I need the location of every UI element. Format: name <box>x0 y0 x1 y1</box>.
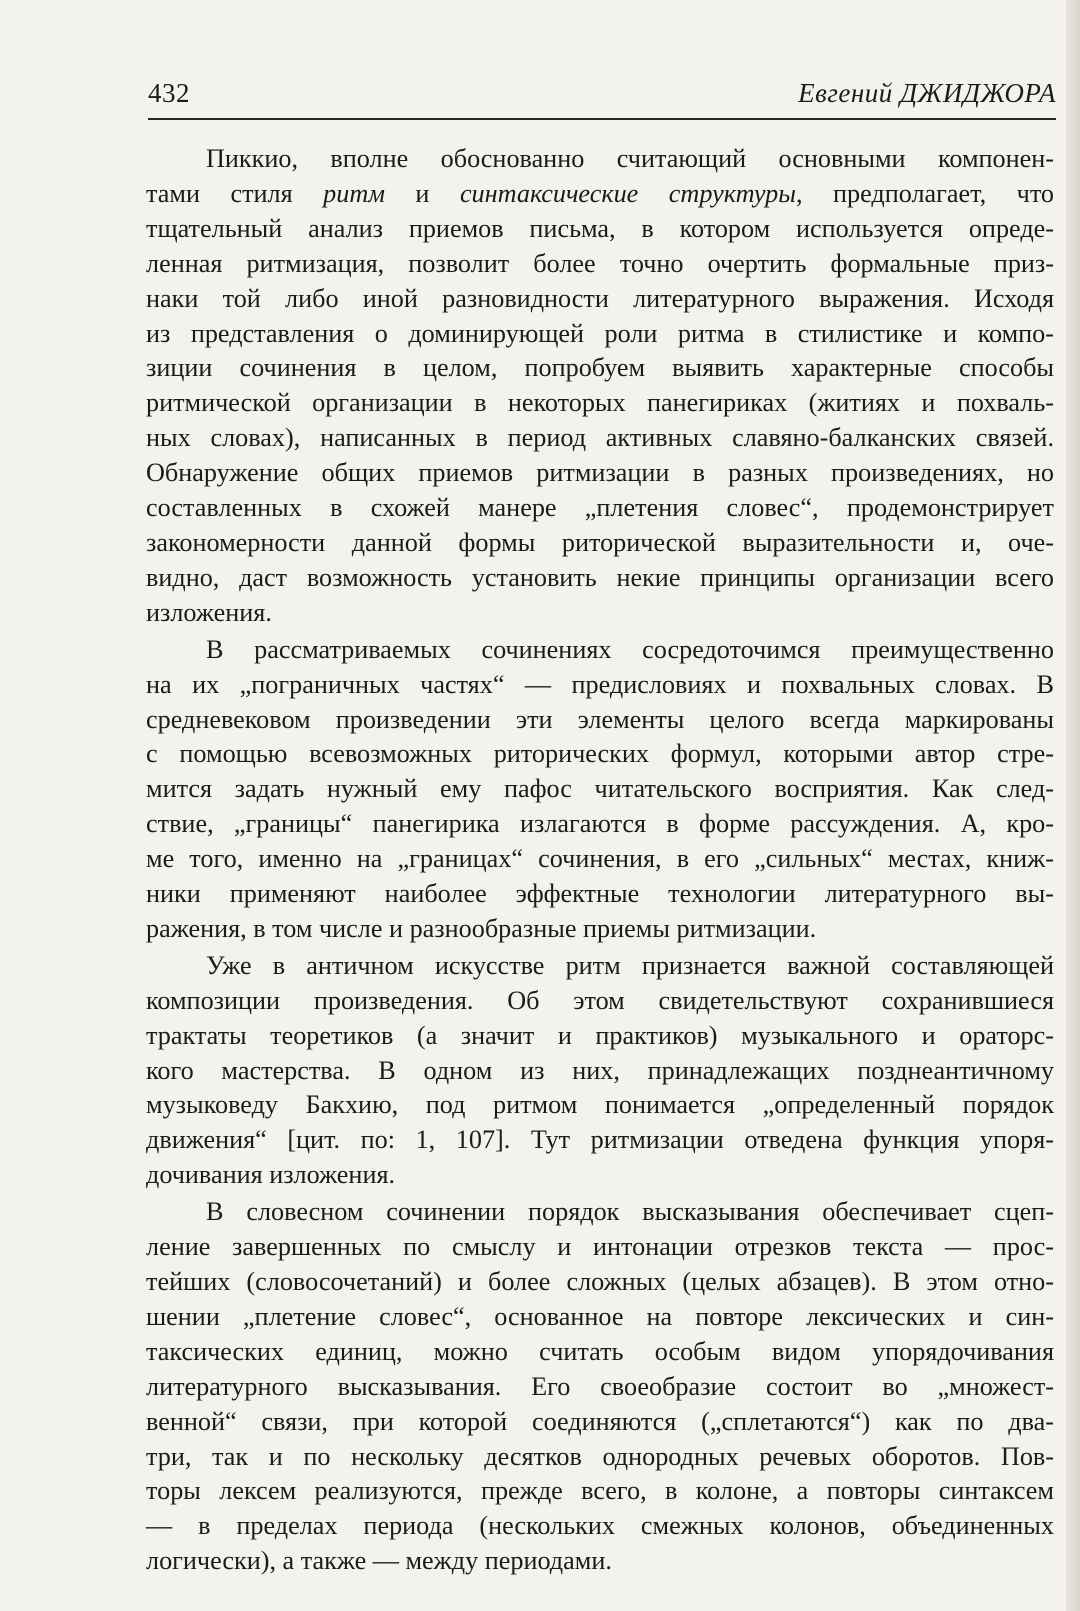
paragraph-4 <box>146 1195 1054 1579</box>
italic-term-syntactic-structures: синтаксические структуры <box>459 178 796 208</box>
text-line: на их „пограничных частях“ — предисловиях и похвальных словах. В <box>146 669 1054 699</box>
text-line: кого мастерства. В одном из них, принадлежащих позднеантичному <box>146 1055 1054 1085</box>
text-line: мится задать нужный ему пафос читательского восприятия. Как след- <box>146 774 1054 804</box>
text-line: тщательный анализ приемов письма, в котором используется опреде- <box>146 213 1054 243</box>
text-line: трактаты теоретиков (а значит и практиков) музыкального и ораторс- <box>146 1020 1054 1050</box>
page-header <box>148 74 1056 120</box>
page-edge <box>1066 0 1080 1611</box>
text-line: таксических единиц, можно считать особым видом упорядочивания <box>146 1336 1054 1366</box>
page-number: 432 <box>148 78 190 108</box>
text-line: Уже в античном искусстве ритм признается важной составляющей <box>206 950 1054 980</box>
text-line: — в пределах периода (нескольких смежных колонов, объединенных <box>146 1511 1054 1541</box>
text-line: составленных в схожей манере „плетения словес“, продемонстрирует <box>146 493 1054 523</box>
text-line: торы лексем реализуются, прежде всего, в колоне, а повторы синтаксем <box>146 1476 1054 1506</box>
text-line: из представления о доминирующей роли ритма в стилистике и компо- <box>146 318 1054 348</box>
text-line: В словесном сочинении порядок высказывания обеспечивает сцеп- <box>206 1197 1054 1227</box>
running-head: Евгений ДЖИДЖОРА <box>798 78 1056 108</box>
text-line: венной“ связи, при которой соединяются („сплетаются“) как по два- <box>146 1406 1054 1436</box>
text-line: движения“ [цит. по: 1, 107]. Тут ритмизации отведена функция упоря- <box>146 1125 1054 1155</box>
body-text <box>146 142 1054 1579</box>
text-line: литературного высказывания. Его своеобразие состоит во „множест- <box>146 1371 1054 1401</box>
text-line: Обнаружение общих приемов ритмизации в разных произведениях, но <box>146 458 1054 488</box>
text-line: ники применяют наиболее эффектные технологии литературного вы- <box>146 879 1054 909</box>
text-line: видно, даст возможность установить некие принципы организации всего <box>146 562 1054 592</box>
text-line: закономерности данной формы риторической выразительности и, оче- <box>146 527 1054 557</box>
paragraph-2 <box>146 633 1054 947</box>
text-line: ражения, в том числе и разнообразные приемы ритмизации. <box>146 913 817 943</box>
text-line: ме того, именно на „границах“ сочинения, в его „сильных“ местах, книж- <box>146 844 1054 874</box>
text-line: тейших (словосочетаний) и более сложных (целых абзацев). В этом отно- <box>146 1267 1054 1296</box>
text-line: шении „плетение словес“, основанное на повторе лексических и син- <box>146 1301 1054 1331</box>
text-line <box>146 177 1054 212</box>
text-line: ных словах), написанных в период активных славяно-балканских связей. <box>146 423 1054 453</box>
text-line: В рассматриваемых сочинениях сосредоточимся преимущественно <box>206 634 1054 664</box>
text-span: , предполагает, что <box>795 178 1055 208</box>
text-line: логически), а также — между периодами. <box>146 1546 612 1576</box>
text-line: три, так и по нескольку десятков однородных речевых оборотов. Пов- <box>146 1441 1054 1471</box>
text-line: дочивания изложения. <box>146 1160 396 1190</box>
text-line: Пиккио, вполне обоснованно считающий основными компонен- <box>206 144 1054 173</box>
text-line: музыковеду Бакхию, под ритмом понимается „определенный порядок <box>146 1090 1054 1120</box>
text-line: с помощью всевозможных риторических формул, которыми автор стре- <box>146 739 1054 769</box>
paragraph-3 <box>146 949 1054 1193</box>
text-line: ствие, „границы“ панегирика излагаются в форме рассуждения. А, кро- <box>146 809 1054 839</box>
text-line: средневековом произведении эти элементы целого всегда маркированы <box>146 704 1054 734</box>
text-line: композиции произведения. Об этом свидетельствуют сохранившиеся <box>146 985 1054 1015</box>
text-span: тами стиля <box>146 178 324 208</box>
text-line: изложения. <box>146 597 272 627</box>
italic-term-rhythm: ритм <box>323 178 385 208</box>
paragraph-1 <box>146 142 1054 631</box>
text-line: зиции сочинения в целом, попробуем выявить характерные способы <box>146 353 1054 383</box>
text-line: ленная ритмизация, позволит более точно очертить формальные приз- <box>146 248 1054 278</box>
text-line: ритмической организации в некоторых панегириках (житиях и похваль- <box>146 388 1054 418</box>
text-line: ление завершенных по смыслу и интонации отрезков текста — прос- <box>146 1232 1054 1262</box>
text-span: и <box>384 178 460 208</box>
text-line: наки той либо иной разновидности литературного выражения. Исходя <box>146 283 1054 313</box>
